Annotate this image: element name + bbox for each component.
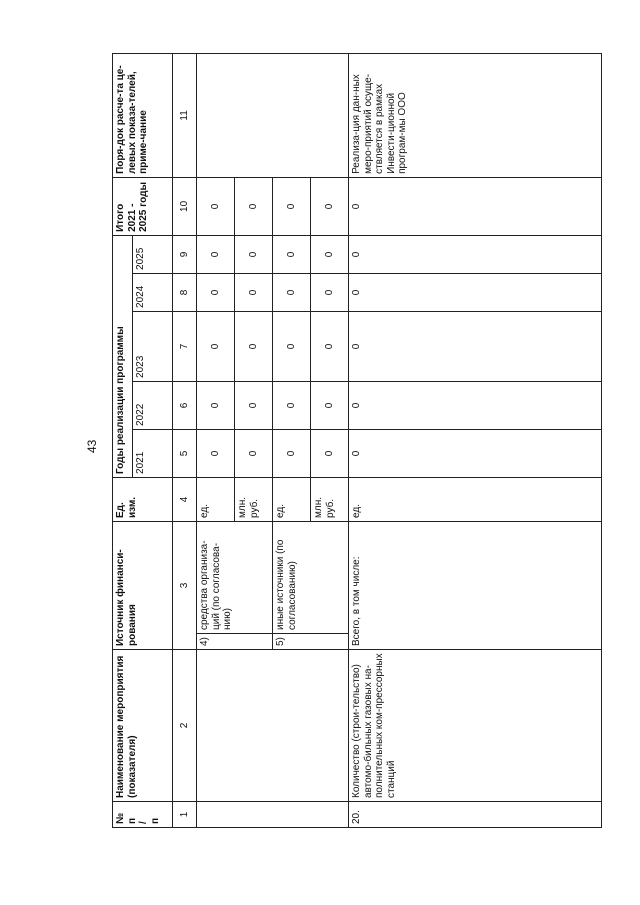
- item-name: Количество (строи-тельство) автомо-бильных газовых на-полнительных ком-прессорных станций: [349, 650, 602, 802]
- col-number: 10: [173, 177, 197, 235]
- page-number: 43: [85, 439, 99, 453]
- col-number: 9: [173, 235, 197, 273]
- table-row-item-20: [349, 53, 602, 827]
- header-num: № п / п: [113, 802, 173, 828]
- value-cell: 0: [197, 235, 235, 273]
- header-year: 2022: [133, 381, 173, 429]
- col-number: 1: [173, 802, 197, 828]
- header-year: 2024: [133, 273, 173, 311]
- value-cell: 0: [197, 311, 235, 381]
- value-cell: 0: [235, 177, 273, 235]
- col-number: 2: [173, 650, 197, 802]
- source-cell: средства организа-ций (по согласова-нию): [197, 521, 273, 633]
- value-cell: 0: [235, 235, 273, 273]
- sub-index: 5): [273, 634, 349, 650]
- col-number: 11: [173, 53, 197, 177]
- value-cell: 0: [349, 381, 602, 429]
- unit-cell: ед.: [349, 477, 602, 521]
- header-year: 2023: [133, 311, 173, 381]
- source-cell: Всего, в том числе:: [349, 521, 602, 649]
- value-cell: 0: [311, 311, 349, 381]
- value-cell: 0: [235, 429, 273, 477]
- value-cell: 0: [235, 311, 273, 381]
- value-cell: 0: [273, 177, 311, 235]
- header-name: Наименование мероприятия (показателя): [113, 650, 173, 802]
- value-cell: 0: [311, 429, 349, 477]
- note-cell: Реализа-ция дан-ных меро-приятий осуще-ствляется в рамках Инвести-ционной програм-мы ООО: [349, 53, 602, 177]
- blank-name-cell: [197, 650, 349, 802]
- program-table: [112, 53, 602, 828]
- rotated-table-container: [112, 54, 602, 828]
- value-cell: 0: [197, 273, 235, 311]
- col-number: 7: [173, 311, 197, 381]
- header-year: 2025: [133, 235, 173, 273]
- item-number: 20.: [349, 802, 602, 828]
- value-cell: 0: [273, 381, 311, 429]
- value-cell: 0: [349, 311, 602, 381]
- value-cell: 0: [311, 177, 349, 235]
- value-cell: 0: [273, 273, 311, 311]
- header-source: Источник финанси-рования: [113, 521, 173, 649]
- unit-cell: ед.: [273, 477, 311, 521]
- value-cell: 0: [235, 273, 273, 311]
- table-row: [197, 53, 235, 827]
- value-cell: 0: [197, 429, 235, 477]
- value-cell: 0: [273, 311, 311, 381]
- sub-index: 4): [197, 634, 273, 650]
- header-years-group: Годы реализации программы: [113, 235, 133, 477]
- unit-cell: млн. руб.: [235, 477, 273, 521]
- unit-cell: ед.: [197, 477, 235, 521]
- col-number: 6: [173, 381, 197, 429]
- value-cell: 0: [349, 235, 602, 273]
- value-cell: 0: [197, 381, 235, 429]
- header-unit: Ед. изм.: [113, 477, 173, 521]
- source-cell: иные источники (по согласованию): [273, 521, 349, 633]
- value-cell: 0: [349, 273, 602, 311]
- value-cell: 0: [311, 381, 349, 429]
- header-order: Поря-док расче-та це-левых показа-телей, приме-чание: [113, 53, 173, 177]
- blank-num-cell: [197, 802, 349, 828]
- col-number: 4: [173, 477, 197, 521]
- header-year: 2021: [133, 429, 173, 477]
- blank-note-cell: [197, 53, 349, 177]
- value-cell: 0: [349, 177, 602, 235]
- value-cell: 0: [311, 273, 349, 311]
- value-cell: 0: [273, 235, 311, 273]
- header-total: Итого 2021 - 2025 годы: [113, 177, 173, 235]
- col-number: 5: [173, 429, 197, 477]
- unit-cell: млн. руб.: [311, 477, 349, 521]
- col-number: 3: [173, 521, 197, 649]
- value-cell: 0: [197, 177, 235, 235]
- value-cell: 0: [311, 235, 349, 273]
- value-cell: 0: [235, 381, 273, 429]
- value-cell: 0: [349, 429, 602, 477]
- col-number: 8: [173, 273, 197, 311]
- value-cell: 0: [273, 429, 311, 477]
